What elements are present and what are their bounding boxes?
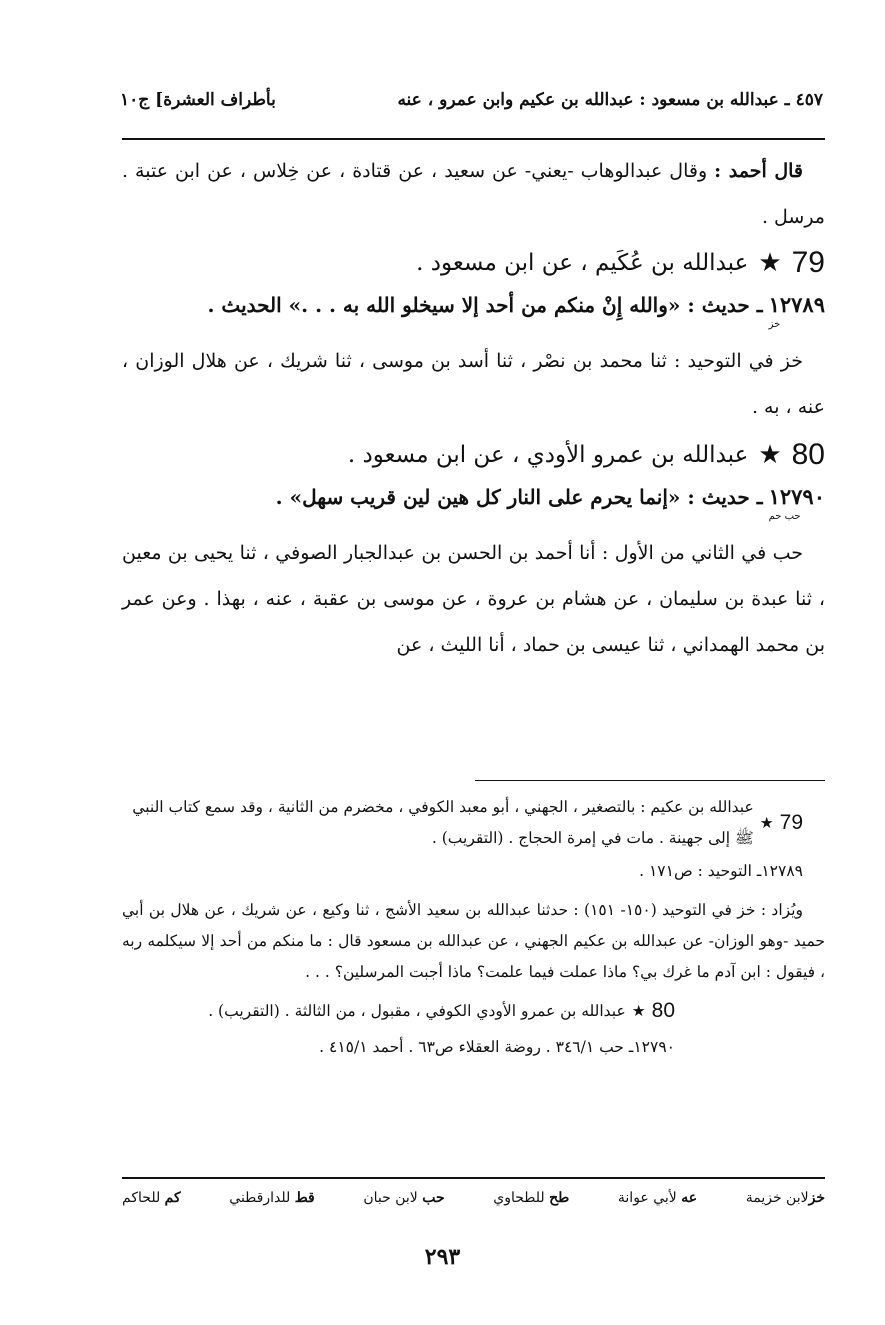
- hadith-number: ١٢٧٩٠: [768, 484, 825, 509]
- hadith-number: ١٢٧٨٩: [768, 292, 825, 317]
- header-rule: [122, 138, 825, 140]
- note-number: 79: [779, 811, 803, 834]
- note-12789: ١٢٧٨٩ـ التوحيد : ص١٧١ .: [639, 862, 803, 880]
- note-yuzad: ويُزاد : خز في التوحيد (١٥٠- ١٥١) : حدثنا عبدالله بن سعيد الأشج ، ثنا وكيع ، عن شريك ، عن هلال بن أبي حميد -وهو الوزان- عن عبدالله بن عكيم الجهني ، عن عبدالله بن مسعود قال : ما منكم من أحد إلا سيكلمه ربه ، فيقول : ابن آدم ما غرك بي؟ ماذا عملت فيما علمت؟ ماذا أجبت المرسلين؟ . . .: [122, 901, 825, 981]
- running-head-volume: بأطراف العشرة] ج١٠: [120, 90, 276, 110]
- key-item: خزلابن خزيمة: [745, 1190, 825, 1206]
- hadith-siglum: حب حم: [768, 511, 801, 522]
- note-text: عبدالله بن عمرو الأودي الكوفي ، مقبول ، من الثالثة . (التقريب) .: [208, 1002, 626, 1020]
- key-item: حب لابن حبان: [363, 1190, 445, 1206]
- paragraph-tawhid: خز في التوحيد : ثنا محمد بن نصْر ، ثنا أسد بن موسى ، ثنا شريك ، عن هلال الوزان ، عنه ، به .: [122, 350, 825, 418]
- hadith-12790: [122, 482, 825, 522]
- entry-title: عبدالله بن عُكَيم ، عن ابن مسعود .: [416, 250, 749, 276]
- star-icon: ★: [758, 248, 782, 278]
- footnotes: [122, 792, 825, 1063]
- entry-80-heading: [122, 438, 825, 472]
- hadith-12789: [122, 290, 825, 330]
- entry-title: عبدالله بن عمرو الأودي ، عن ابن مسعود .: [347, 442, 749, 468]
- hadith-text: ـ حديث : «والله إِنْ منكم من أحد إلا سيخلو الله به . . .» الحديث .: [207, 293, 763, 317]
- entry-79-heading: [122, 246, 825, 280]
- hadith-siglum: خز: [768, 319, 781, 330]
- paragraph-label: قال أحمد :: [714, 160, 804, 182]
- star-icon: ★: [631, 1002, 646, 1020]
- paragraph-text: وقال عبدالوهاب -يعني- عن سعيد ، عن قتادة ، عن خِلاس ، عن ابن عتبة . مرسل .: [122, 160, 825, 228]
- footer-rule: [122, 1177, 825, 1179]
- note-number: 80: [651, 999, 675, 1022]
- key-item: كم للحاكم: [122, 1190, 181, 1206]
- star-icon: ★: [759, 814, 774, 832]
- main-text: [122, 148, 825, 668]
- entry-number: 80: [791, 438, 825, 471]
- star-icon: ★: [758, 440, 782, 470]
- running-head: [120, 90, 823, 110]
- paragraph-ibn-hibban: حب في الثاني من الأول : أنا أحمد بن الحسن بن عبدالجبار الصوفي ، ثنا يحيى بن معين ، ثنا عبدة بن سليمان ، عن هشام بن عروة ، عن موسى بن عقبة ، عنه ، بهذا . وعن عمر بن محمد الهمداني ، ثنا عيسى بن حماد ، أنا الليث ، عن: [122, 542, 825, 656]
- page-number: ٢٩٣: [424, 1244, 461, 1270]
- key-item: عه لأبي عوانة: [617, 1190, 698, 1206]
- note-12790: ١٢٧٩٠ـ حب ٣٤٦/١ . روضة العقلاء ص٦٣ . أحمد ٤١٥/١ .: [319, 1038, 675, 1056]
- note-80: [122, 994, 825, 1028]
- paragraph-ahmad: [122, 148, 825, 240]
- key-item: طح للطحاوي: [493, 1190, 570, 1206]
- hadith-text: ـ حديث : «إنما يحرم على النار كل هين لين قريب سهل» .: [275, 485, 763, 509]
- entry-number: 79: [791, 246, 825, 279]
- key-item: قط للدارقطني: [229, 1190, 315, 1206]
- footnote-separator: [475, 780, 825, 781]
- abbreviation-key: [122, 1190, 825, 1206]
- note-79: [122, 792, 825, 854]
- note-text: عبدالله بن عكيم : بالتصغير ، الجهني ، أبو معبد الكوفي ، مخضرم من الثانية ، وقد سمع كتاب النبي ﷺ إلى جهينة . مات في إمرة الحجاج . (التقريب) .: [132, 798, 754, 847]
- running-head-section: ٤٥٧ ـ عبدالله بن مسعود : عبدالله بن عكيم وابن عمرو ، عنه: [397, 90, 823, 110]
